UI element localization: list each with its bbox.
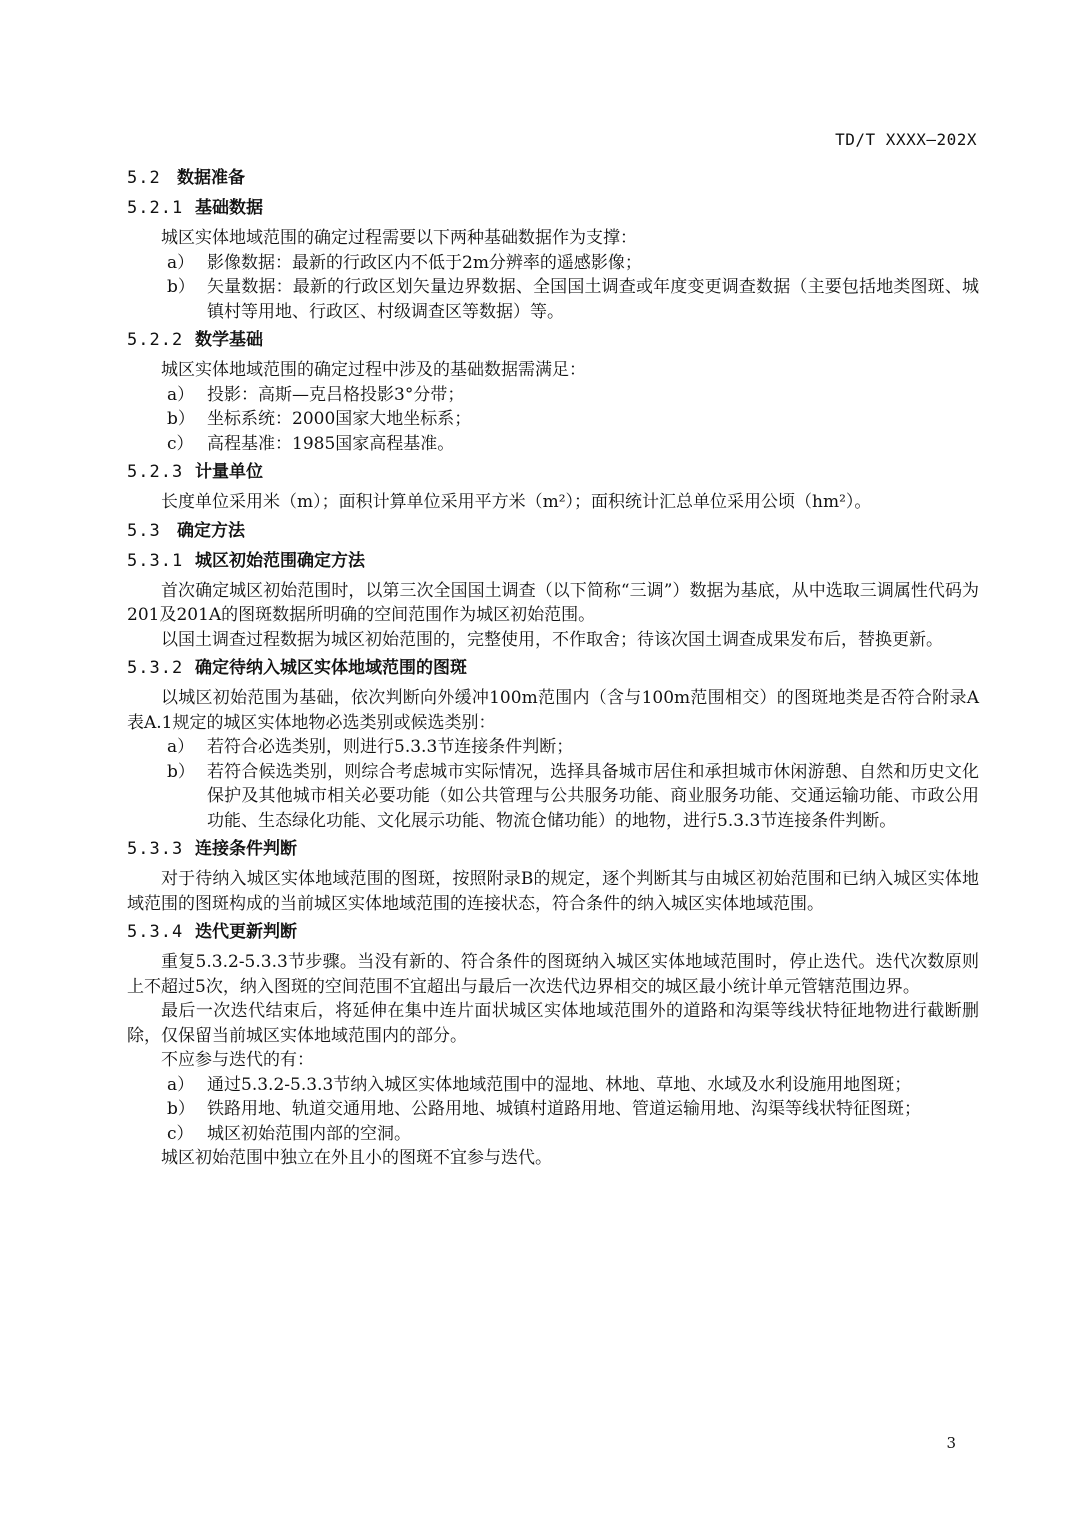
list-item (127, 1073, 979, 1098)
list-text: 若符合必选类别，则进行5.3.3节连接条件判断； (207, 737, 574, 757)
section-heading-5-2-1 (127, 196, 979, 220)
section-title: 连接条件判断 (195, 839, 297, 859)
list-marker: b） (167, 277, 195, 297)
list-item (127, 1122, 979, 1147)
paragraph: 以国土调查过程数据为城区初始范围的，完整使用，不作取舍；待该次国土调查成果发布后，替换更新。 (161, 629, 943, 650)
list-marker: b） (167, 761, 195, 782)
standard-code: TD/T XXXX—202X (835, 130, 977, 149)
list-text: 投影：高斯—克吕格投影3°分带； (207, 384, 465, 405)
section-heading-5-2 (127, 166, 979, 190)
section-number: 5.2 (127, 168, 161, 188)
section-number: 5.3.4 (127, 922, 184, 942)
list-text: 若符合候选类别，则综合考虑城市实际情况，选择具备城市居住和承担城市休闲游憩、自然和历史文化保护及其他城市相关必要功能（如公共管理与公共服务功能、商业服务功能、交通运输功能、市政公用功能、生态绿化功能、文化展示功能、物流仓储功能）的地物，进行5.3.3节连接条件判断。 (207, 761, 979, 831)
paragraph: 城区初始范围中独立在外且小的图斑不宜参与迭代。 (161, 1148, 552, 1168)
paragraph: 不应参与迭代的有： (161, 1050, 314, 1070)
section-number: 5.2.3 (127, 462, 184, 482)
section-heading-5-2-3 (127, 460, 979, 484)
section-title: 迭代更新判断 (195, 922, 297, 942)
section-number: 5.3.3 (127, 839, 184, 859)
list-item (127, 760, 979, 834)
section-heading-5-3-2 (127, 656, 979, 680)
section-heading-5-3 (127, 519, 979, 543)
paragraph: 城区实体地域范围的确定过程需要以下两种基础数据作为支撑： (161, 228, 637, 248)
section-title: 计量单位 (195, 462, 263, 482)
section-heading-5-2-2 (127, 328, 979, 352)
section-title: 数据准备 (177, 168, 245, 188)
list-marker: b） (167, 409, 195, 429)
section-title: 确定方法 (177, 520, 245, 541)
paragraph: 以城区初始范围为基础，依次判断向外缓冲100m范围内（含与100m范围相交）的图斑地类是否符合附录A表A.1规定的城区实体地物必选类别或候选类别： (127, 688, 979, 733)
list-marker: a） (167, 384, 195, 405)
paragraph: 首次确定城区初始范围时，以第三次全国国土调查（以下简称“三调”）数据为基底，从中选取三调属性代码为201及201A的图斑数据所明确的空间范围作为城区初始范围。 (127, 580, 979, 625)
list-item (127, 1097, 979, 1122)
section-heading-5-3-4 (127, 920, 979, 944)
list-item (127, 251, 979, 276)
paragraph: 城区实体地域范围的确定过程中涉及的基础数据需满足： (161, 360, 586, 380)
paragraph: 最后一次迭代结束后，将延伸在集中连片面状城区实体地域范围外的道路和沟渠等线状特征地物进行截断删除，仅保留当前城区实体地域范围内的部分。 (127, 1001, 979, 1046)
page-number: 3 (946, 1434, 956, 1452)
section-title: 确定待纳入城区实体地域范围的图斑 (195, 658, 467, 678)
list-item (127, 432, 979, 457)
section-title: 城区初始范围确定方法 (195, 550, 365, 571)
list-text: 通过5.3.2-5.3.3节纳入城区实体地域范围中的湿地、林地、草地、水域及水利设施用地图斑； (207, 1074, 912, 1095)
paragraph: 对于待纳入城区实体地域范围的图斑，按照附录B的规定，逐个判断其与由城区初始范围和已纳入城区实体地域范围的图斑构成的当前城区实体地域范围的连接状态，符合条件的纳入城区实体地域范围。 (127, 869, 979, 914)
section-number: 5.2.2 (127, 330, 184, 350)
section-number: 5.3.1 (127, 550, 184, 571)
paragraph: 重复5.3.2-5.3.3节步骤。当没有新的、符合条件的图斑纳入城区实体地域范围时，停止迭代。迭代次数原则上不超过5次，纳入图斑的空间范围不宜超出与最后一次迭代边界相交的城区最小统计单元管辖范围边界。 (127, 952, 979, 997)
page-content (127, 162, 979, 1171)
list-item (127, 735, 979, 760)
list-item (127, 275, 979, 324)
list-item (127, 383, 979, 408)
list-text: 铁路用地、轨道交通用地、公路用地、城镇村道路用地、管道运输用地、沟渠等线状特征图斑； (207, 1099, 921, 1119)
list-item (127, 407, 979, 432)
list-text: 矢量数据：最新的行政区划矢量边界数据、全国国土调查或年度变更调查数据（主要包括地类图斑、城镇村等用地、行政区、村级调查区等数据）等。 (207, 277, 979, 322)
section-title: 数学基础 (195, 330, 263, 350)
list-marker: a） (167, 737, 195, 757)
list-marker: a） (167, 1074, 195, 1095)
section-number: 5.3.2 (127, 658, 184, 678)
paragraph: 长度单位采用米（m）；面积计算单位采用平方米（m²）；面积统计汇总单位采用公顷（hm²）。 (161, 492, 872, 512)
list-text: 城区初始范围内部的空洞。 (207, 1123, 411, 1144)
section-number: 5.2.1 (127, 198, 184, 218)
list-marker: b） (167, 1099, 195, 1119)
list-marker: c） (167, 1123, 194, 1144)
section-title: 基础数据 (195, 198, 263, 218)
list-marker: c） (167, 433, 194, 454)
section-number: 5.3 (127, 520, 161, 541)
section-heading-5-3-1 (127, 549, 979, 573)
list-marker: a） (167, 252, 195, 273)
section-heading-5-3-3 (127, 837, 979, 861)
list-text: 高程基准：1985国家高程基准。 (207, 433, 455, 454)
list-text: 坐标系统：2000国家大地坐标系； (207, 409, 472, 429)
list-text: 影像数据：最新的行政区内不低于2m分辨率的遥感影像； (207, 252, 642, 273)
